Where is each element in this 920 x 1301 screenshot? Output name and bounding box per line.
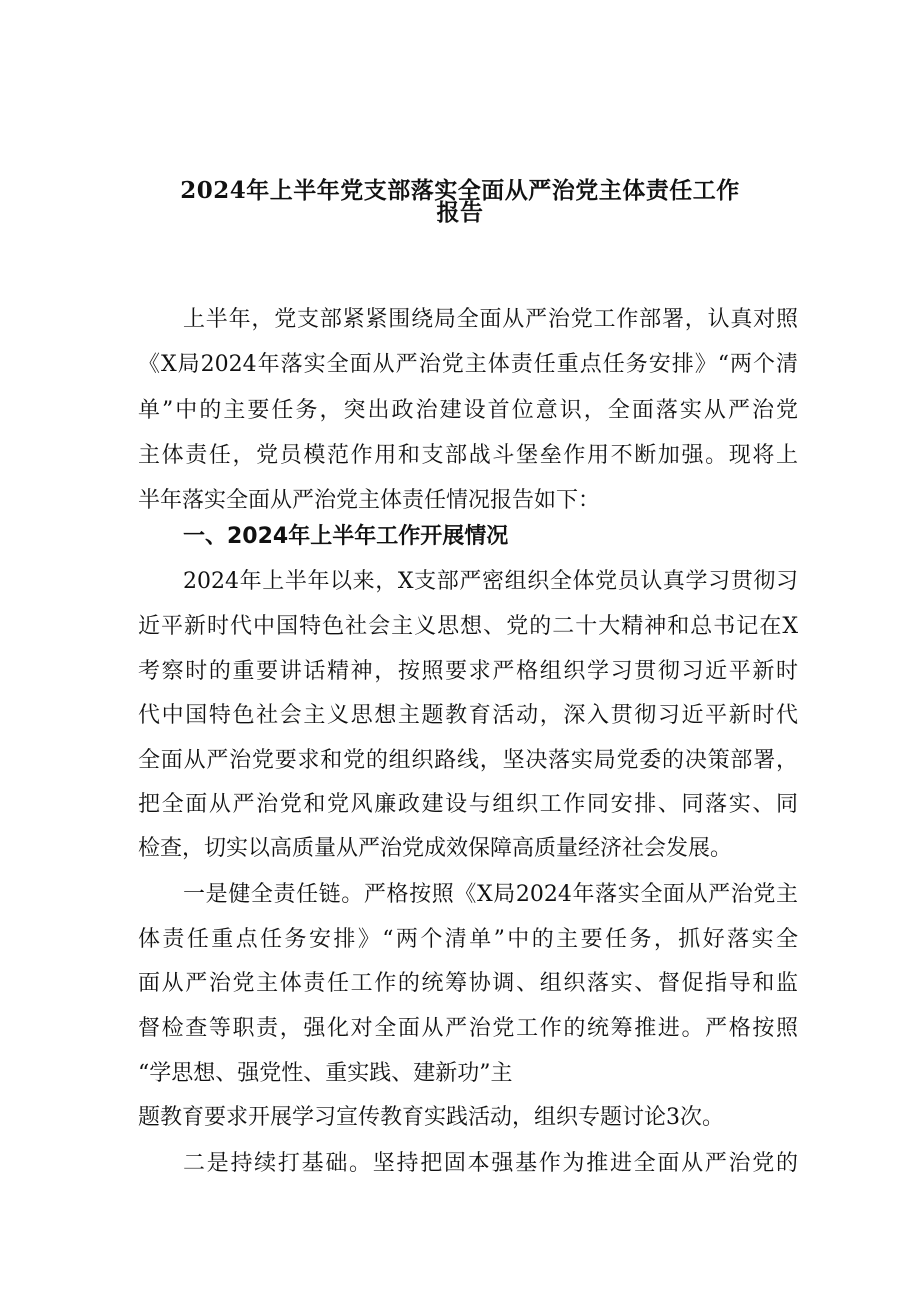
point2-line-1: 二是持续打基础。坚持把固本强基作为推进全面从严治党的	[183, 1151, 798, 1176]
section1-line-6: 把全面从严治党和党风廉政建设与组织工作同安排、同落实、同	[138, 792, 798, 817]
document-title-line-2: 报告	[436, 199, 484, 226]
section1-line-1: 2024年上半年以来，X支部严密组织全体党员认真学习贯彻习	[183, 569, 798, 594]
intro-line-5: 半年落实全面从严治党主体责任情况报告如下：	[138, 488, 601, 513]
point1-line-3: 面从严治党主体责任工作的统筹协调、组织落实、督促指导和监	[138, 971, 798, 996]
point1-line-6: 题教育要求开展学习宣传教育实践活动，组织专题讨论3次。	[138, 1105, 724, 1130]
point1-line-4: 督检查等职责，强化对全面从严治党工作的统筹推进。严格按照	[138, 1016, 798, 1041]
intro-line-4: 主体责任，党员模范作用和支部战斗堡垒作用不断加强。现将上	[138, 443, 798, 468]
section-heading-1: 一、2024年上半年工作开展情况	[183, 524, 509, 549]
intro-line-3: 单”中的主要任务，突出政治建设首位意识，全面落实从严治党	[138, 398, 798, 423]
intro-line-1: 上半年，党支部紧紧围绕局全面从严治党工作部署，认真对照	[183, 307, 798, 332]
section1-line-5: 全面从严治党要求和党的组织路线，坚决落实局党委的决策部署，	[138, 748, 798, 773]
section1-line-4: 代中国特色社会主义思想主题教育活动，深入贯彻习近平新时代	[138, 703, 798, 728]
document-title-line-1: 2024年上半年党支部落实全面从严治党主体责任工作	[180, 177, 740, 204]
intro-line-2: 《X局2024年落实全面从严治党主体责任重点任务安排》“两个清	[138, 352, 798, 377]
section1-line-3: 考察时的重要讲话精神，按照要求严格组织学习贯彻习近平新时	[138, 659, 798, 684]
point1-line-2: 体责任重点任务安排》“两个清单”中的主要任务，抓好落实全	[138, 927, 798, 952]
point1-line-5: “学思想、强党性、重实践、建新功”主	[138, 1061, 513, 1086]
point1-line-1: 一是健全责任链。严格按照《X局2024年落实全面从严治党主	[183, 882, 798, 907]
section1-line-2: 近平新时代中国特色社会主义思想、党的二十大精神和总书记在X	[138, 614, 798, 639]
section1-line-7: 检查，切实以高质量从严治党成效保障高质量经济社会发展。	[138, 836, 733, 861]
